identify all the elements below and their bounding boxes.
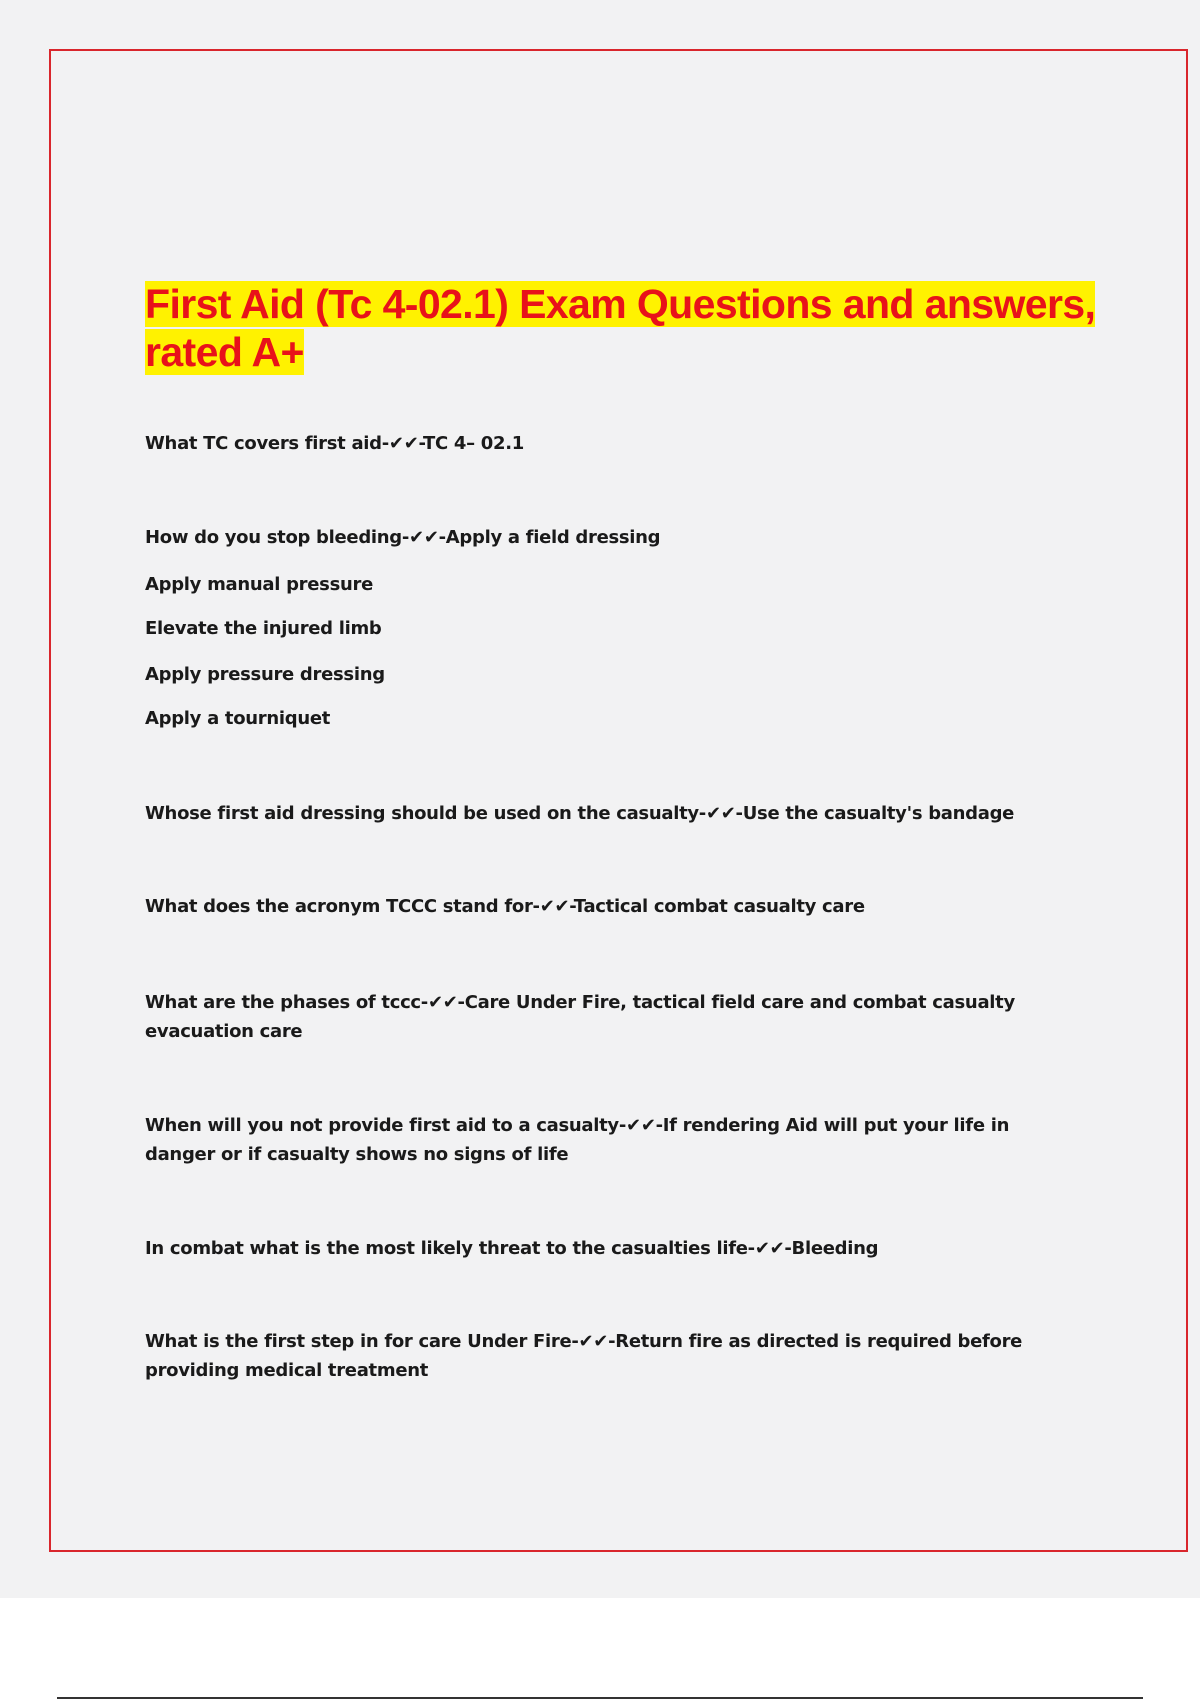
qa-entry-dressing: Whose first aid dressing should be used on the casualty-✔✔-Use the casualty's bandage: [145, 803, 1015, 824]
qa-entry-phases: What are the phases of tccc-✔✔-Care Under Fire, tactical field care and combat casualty evacuation care: [145, 992, 1015, 1042]
qa-entry-first-step: What is the first step in for care Under Fire-✔✔-Return fire as directed is required before providing medical treatment: [145, 1331, 1023, 1381]
qa-entry-tc: What TC covers first aid-✔✔-TC 4– 02.1: [145, 433, 524, 454]
list-item: Apply manual pressure: [145, 574, 373, 595]
qa-entry-no-first-aid: When will you not provide first aid to a casualty-✔✔-If rendering Aid will put your life in danger or if casualty shows no signs of life: [145, 1115, 1010, 1165]
qa-entry-stop-bleeding: How do you stop bleeding-✔✔-Apply a field dressing: [145, 527, 661, 548]
qa-entry-tccc: What does the acronym TCCC stand for-✔✔-Tactical combat casualty care: [145, 896, 865, 917]
qa-entry-threat: In combat what is the most likely threat to the casualties life-✔✔-Bleeding: [145, 1238, 879, 1259]
list-item: Apply pressure dressing: [145, 664, 385, 685]
list-item: Elevate the injured limb: [145, 618, 382, 639]
document-title: [145, 280, 1105, 376]
page-divider: [57, 1697, 1143, 1699]
title-highlight: First Aid (Tc 4-02.1) Exam Questions and answers, rated A+: [145, 281, 1096, 375]
list-item: Apply a tourniquet: [145, 708, 331, 729]
